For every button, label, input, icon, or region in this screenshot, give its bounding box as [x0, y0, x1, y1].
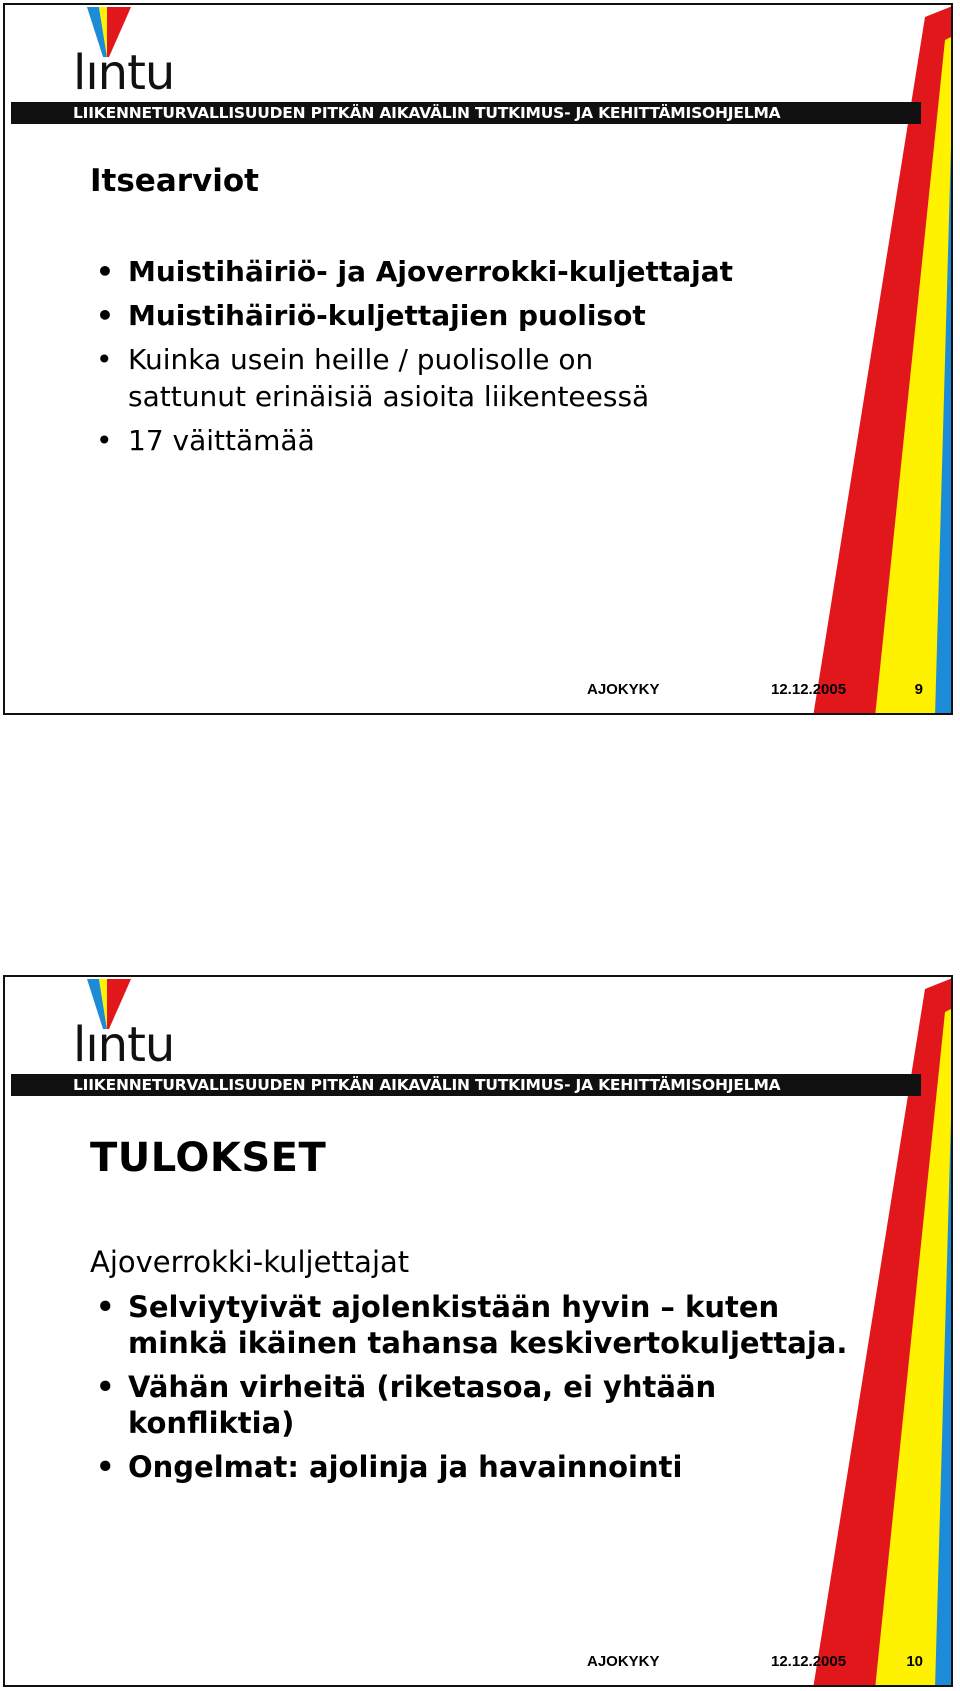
footer-date: 12.12.2005 — [771, 1653, 847, 1670]
list-item-continuation — [90, 378, 733, 415]
bullet-list — [90, 253, 733, 466]
list-item — [90, 1289, 847, 1325]
logo-wordmark: lıntu — [73, 45, 175, 101]
lintu-logo — [63, 979, 183, 1074]
bullet-icon: • — [96, 1370, 115, 1404]
bullet-icon: • — [96, 299, 114, 332]
slide-title: TULOKSET — [90, 1135, 327, 1181]
program-banner: LIIKENNETURVALLISUUDEN PITKÄN AIKAVÄLIN TUTKIMUS- JA KEHITTÄMISOHJELMA — [11, 102, 921, 124]
bullet-list — [90, 1289, 847, 1493]
bullet-icon: • — [96, 343, 113, 376]
bullet-text: Selviytyivät ajolenkistään hyvin – kuten — [128, 1290, 780, 1324]
bullet-text: 17 väittämää — [128, 424, 315, 457]
bullet-icon: • — [96, 1450, 115, 1484]
slide-9 — [3, 3, 953, 715]
list-item-continuation — [90, 1405, 847, 1441]
bullet-text: Ongelmat: ajolinja ja havainnointi — [128, 1450, 683, 1484]
bullet-icon: • — [96, 424, 113, 457]
logo-wordmark: lıntu — [73, 1017, 175, 1073]
footer-date: 12.12.2005 — [771, 681, 847, 698]
bullet-text: Muistihäiriö-kuljettajien puolisot — [128, 299, 646, 332]
bullet-text: Kuinka usein heille / puolisolle on — [128, 343, 594, 376]
list-item — [90, 253, 733, 290]
list-item — [90, 422, 733, 459]
list-item-continuation — [90, 1325, 847, 1361]
list-item — [90, 341, 733, 378]
slide-10 — [3, 975, 953, 1687]
lintu-logo — [63, 7, 183, 102]
footer-label: AJOKYKY — [587, 1653, 660, 1670]
bullet-text: minkä ikäinen tahansa keskivertokuljettaja. — [128, 1326, 848, 1360]
page-number: 9 — [914, 681, 923, 698]
list-item — [90, 297, 733, 334]
list-item — [90, 1369, 847, 1405]
program-banner: LIIKENNETURVALLISUUDEN PITKÄN AIKAVÄLIN TUTKIMUS- JA KEHITTÄMISOHJELMA — [11, 1074, 921, 1096]
bullet-icon: • — [96, 255, 114, 288]
footer-label: AJOKYKY — [587, 681, 660, 698]
slide-subheading: Ajoverrokki-kuljettajat — [90, 1245, 410, 1279]
bullet-text: sattunut erinäisiä asioita liikenteessä — [128, 380, 650, 413]
page-number: 10 — [906, 1653, 923, 1670]
bullet-icon: • — [96, 1290, 115, 1324]
bullet-text: konfliktia) — [128, 1406, 295, 1440]
list-item — [90, 1449, 847, 1485]
slide-title: Itsearviot — [90, 163, 259, 199]
bullet-text: Vähän virheitä (riketasoa, ei yhtään — [128, 1370, 717, 1404]
bullet-text: Muistihäiriö- ja Ajoverrokki-kuljettajat — [128, 255, 734, 288]
